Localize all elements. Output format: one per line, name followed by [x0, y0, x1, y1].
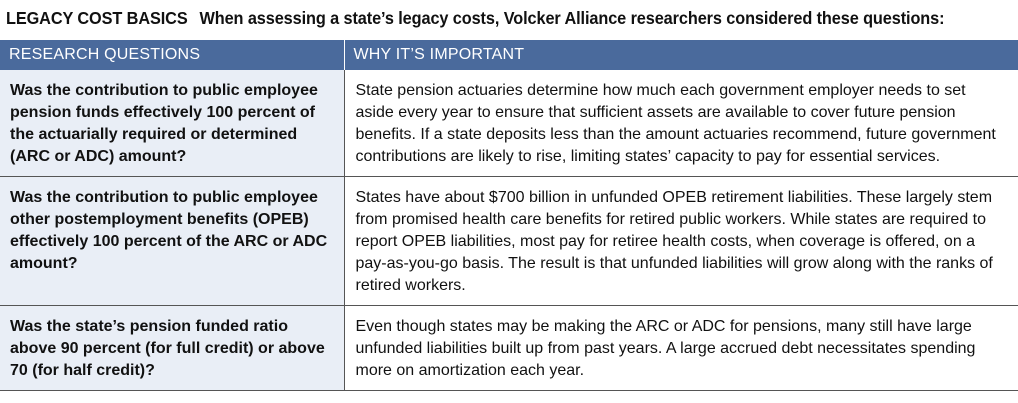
headline [6, 6, 944, 30]
research-question-cell: Was the contribution to public employee other postemployment benefits (OPEB) effectively 100 percent of the ARC or ADC amount? [0, 177, 344, 306]
page-title: LEGACY COST BASICS [6, 8, 188, 28]
research-question-cell: Was the state’s pension funded ratio above 90 percent (for full credit) or above 70 (for half credit)? [0, 306, 344, 391]
importance-cell: States have about $700 billion in unfunded OPEB retirement liabilities. These largely stem from promised health care benefits for retired public workers. While states are required to report OPEB liabilities, most pay for retiree health costs, when coverage is offered, on a pay-as-you-go basis. The result is that unfunded liabilities will grow along with the ranks of retired workers. [344, 177, 1018, 306]
table-row [0, 70, 1018, 177]
research-question-cell: Was the contribution to public employee pension funds effectively 100 percent of the actuarially required or determined (ARC or ADC) amount? [0, 70, 344, 177]
table-row [0, 306, 1018, 391]
legacy-cost-table [0, 40, 1018, 391]
table-header-row [0, 40, 1018, 70]
table-row [0, 177, 1018, 306]
column-header-research-questions: RESEARCH QUESTIONS [0, 40, 344, 70]
column-header-why-important: WHY IT’S IMPORTANT [344, 40, 1018, 70]
importance-cell: State pension actuaries determine how much each government employer needs to set aside every year to ensure that sufficient assets are available to cover future pension benefits. If a state deposits less than the amount actuaries recommend, future government contributions are likely to rise, limiting states’ capacity to pay for essential services. [344, 70, 1018, 177]
importance-cell: Even though states may be making the ARC or ADC for pensions, many still have large unfunded liabilities built up from past years. A large accrued debt necessitates spending more on amortization each year. [344, 306, 1018, 391]
page-subtitle: When assessing a state’s legacy costs, Volcker Alliance researchers considered these questions: [199, 8, 945, 28]
